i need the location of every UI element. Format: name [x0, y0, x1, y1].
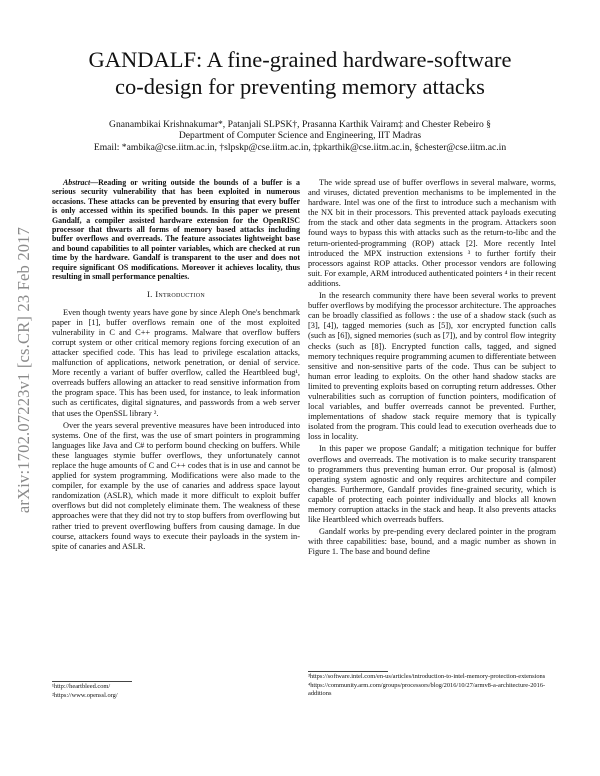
footnote: ³https://software.intel.com/en-us/articles/introduction-to-intel-memory-protection-extensions: [308, 673, 546, 680]
section-heading: [52, 289, 300, 299]
right-column: [308, 178, 556, 559]
affiliation: Department of Computer Science and Engineering, IIT Madras: [178, 130, 422, 142]
author-emails: Email: *ambika@cse.iitm.ac.in, †slpskp@cse.iitm.ac.in, ‡pkarthik@cse.iitm.ac.in, §chester@cse.iitm.ac.in: [93, 141, 507, 153]
arxiv-identifier: arXiv:1702.07223v1 [cs.CR] 23 Feb 2017: [14, 226, 33, 514]
paragraph: In this paper we propose Gandalf; a mitigation technique for buffer overflows and overreads. The motivation is to make security transparent to programmers thus preventing human error. Our proposal is (almost) operating system agnostic and only requires architecture and compiler changes. Furthermore, Gandalf provides fine-grained security, which is capable of protecting each pointer individually and blocks all known memory corruption attacks in the stack and heap. It also prevents attacks like Heartbleed which overreads buffers.: [308, 444, 556, 525]
left-column: [52, 178, 300, 554]
section-number: I.: [146, 289, 153, 300]
title-line-1: GANDALF: A fine-grained hardware-software: [88, 47, 512, 72]
paper-title: [40, 46, 560, 100]
title-line-2: co-design for preventing memory attacks: [115, 74, 485, 99]
footnote-rule: [52, 681, 132, 682]
section-title: Introduction: [155, 289, 206, 300]
footnote: ¹http://heartbleed.com/: [52, 683, 111, 690]
footnote: ²https://www.openssl.org/: [52, 692, 118, 699]
paragraph: Gandalf works by pre-pending every declared pointer in the program with three capabilities: base, bound, and a magic number as shown in Figure 1. The base and bound define: [308, 527, 556, 557]
author-names: Gnanambikai Krishnakumar*, Patanjali SLPSK†, Prasanna Karthik Vairam‡ and Chester Rebeiro §: [109, 119, 491, 130]
abstract-text: —Reading or writing outside the bounds of a buffer is a serious security vulnerability that has been exploited in numerous occasions. These attacks can be prevented by ensuring that every buffer is only accessed within its specified bounds. In this paper we present Gandalf, a compiler assisted hardware extension for the OpenRISC processor that thwarts all forms of memory based attacks including buffer overflows and overreads. The feature associates lightweight base and bound capabilities to all pointer variables, which are checked at run time by the hardware. Gandalf is transparent to the user and does not require significant OS modifications. Moreover it achieves locality, thus resulting in small performance penalties.: [52, 178, 300, 282]
footnote-rule: [308, 671, 388, 672]
paragraph: The wide spread use of buffer overflows in several malware, worms, and viruses, dictated prevention mechanisms to be implemented in the hardware. Intel was one of the first to introduce such a mechanism with the NX bit in their processors. This prevented attack payloads executing from the stack and other data segments in the program. Attackers soon found ways to bypass this with attacks such as the return-to-libc and the return-oriented-programming (ROP) attack [2]. More recently Intel introduced the MPX instruction extensions ³ to further fortify their processors against ROP attacks. Other processor vendors are following suit. For example, ARM introduced authenticated pointers ⁴ in their recent additions.: [308, 178, 556, 288]
arxiv-sidebar-stamp: [4, 180, 44, 560]
author-block: [40, 119, 560, 153]
left-footnotes: [52, 681, 300, 701]
paragraph: Even though twenty years have gone by since Aleph One's benchmark paper in [1], buffer overflows remain one of the most exploited vulnerability in C and C++ programs. Malware that overflow buffers corrupt system or other critical memory regions forcing execution of an attacker specified code. This has lead to privilege escalation attacks, malfunction of applications, network penetration, or denial of service. More recently a variant of buffer overflow, called the Heartbleed bug¹, overreads buffers allowing an attacker to read sensitive information from the program space. This has been used, for instance, to leak information such as certificates, digital signatures, and passwords from a web server that uses the OpenSSL library ².: [52, 307, 300, 418]
footnote: ⁴https://community.arm.com/groups/processors/blog/2016/10/27/armv8-a-architecture-2016-additions: [308, 682, 546, 697]
abstract-label: Abstract: [63, 178, 91, 187]
abstract: [52, 178, 300, 281]
paragraph: Over the years several preventive measures have been introduced into systems. One of the first, was the use of smart pointers in programming languages like Java and C# to perform bound checking on buffers. While these languages stymie buffer overflows, they unfortunately cannot replace the huge amounts of C and C++ codes that is in use and cannot be applied for system programming. Modifications were also made to the compiler, for example by the use of canaries and address space layout randomization (ASLR), which made it more difficult to exploit buffer overflows but did not completely eliminate them. The weakness of these approaches were that they did not try to stop buffers from overflowing but rather tried to prevent overflowing buffers from causing damage. In due course, attackers found ways to execute their payloads in the system in-spite of canaries and ASLR.: [52, 420, 300, 551]
right-footnotes: [308, 671, 556, 699]
paragraph: In the research community there have been several works to prevent buffer overflows by modifying the processor architecture. The approaches can be broadly classified as follows : the use of a shadow stack (such as [3], [4]), tagged memories (such as [5]), xor encrypted function calls (such as [6]), signed memories (such as [7]), and by control flow integrity checks (such as [8]). Encrypted function calls, tagged, and signed memory techniques require programming acumen to differentiate between sensitive and non-sensitive parts of the code. Thus can be subject to human error leading to exploits. On the other hand shadow stacks are limited to preventing exploits based on corrupting return addresses. Other vulnerabilities such as corruption of function pointers, modification of local variables, and buffer overreads cannot be prevented. Further, implementations of shadow stack require memory that is typically isolated from the program. This could lead to execution overheads due to loss in locality.: [308, 291, 556, 442]
